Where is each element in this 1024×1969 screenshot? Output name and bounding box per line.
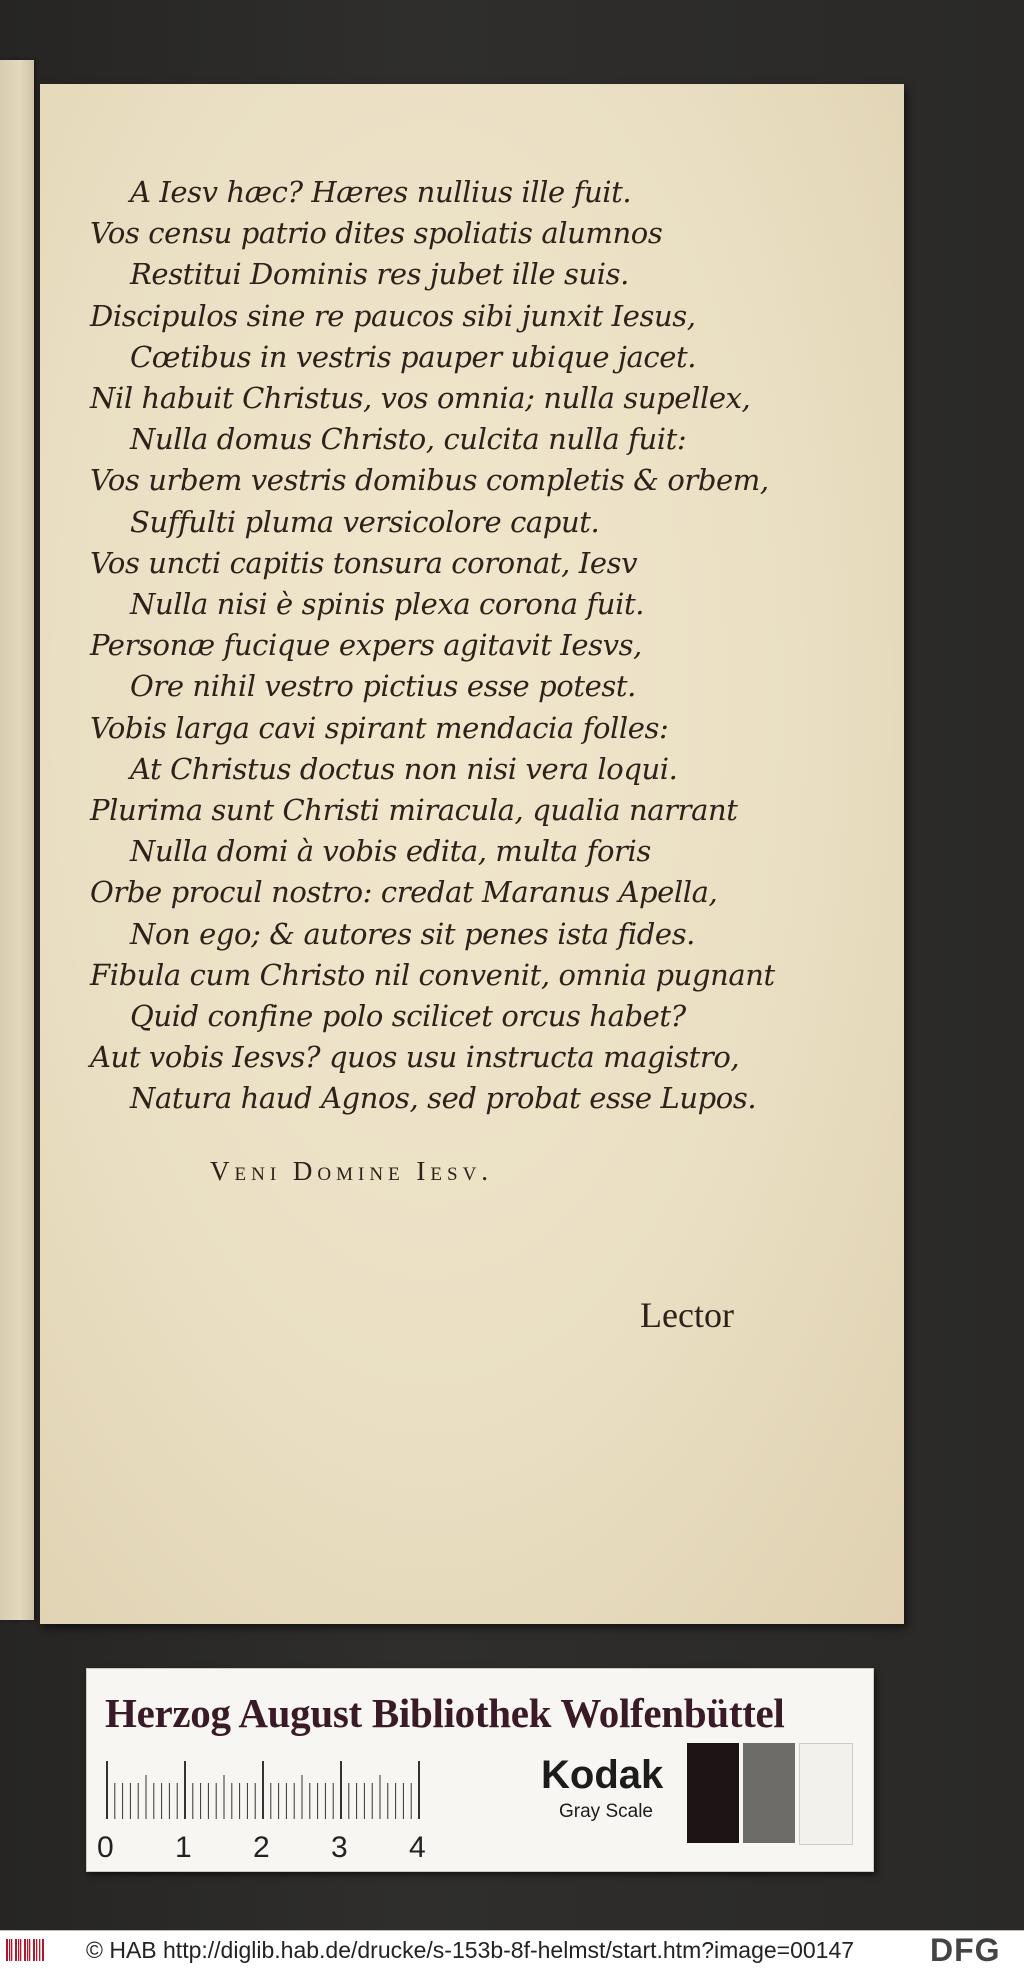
barcode-bar (29, 1939, 30, 1961)
ruler-number: 2 (253, 1831, 270, 1864)
ruler-ticks (105, 1761, 525, 1821)
closing-line: Veni Domine Iesv. (210, 1156, 494, 1186)
barcode-bar (42, 1939, 44, 1961)
hab-barcode-icon (6, 1937, 46, 1963)
barcode-bar (9, 1939, 10, 1961)
barcode-bar (24, 1939, 26, 1961)
verse-line: Fibula cum Christo nil convenit, omnia pugnant (90, 957, 775, 992)
verse-line: Nulla domus Christo, culcita nulla fuit: (130, 422, 687, 457)
dfg-logo: DFG (930, 1932, 1001, 1968)
library-name: Herzog August Bibliothek Wolfenbüttel (105, 1690, 785, 1736)
verse-line: Non ego; & autores sit penes ista fides. (130, 916, 695, 951)
verse-line: Vos urbem vestris domibus completis & orbem, (90, 463, 769, 498)
color-target-card (86, 1668, 874, 1872)
verse-line: Personæ fucique expers agitavit Iesvs, (90, 628, 642, 663)
verse-line: Nulla nisi è spinis plexa corona fuit. (130, 587, 645, 622)
footer-bar (0, 1930, 1024, 1969)
barcode-bar (27, 1939, 28, 1961)
verse-line: Vos uncti capitis tonsura coronat, Iesv (90, 545, 638, 580)
barcode-bar (33, 1939, 35, 1961)
verse-line: Suffulti pluma versicolore caput. (130, 504, 600, 539)
barcode-bar (6, 1939, 8, 1961)
gray-swatch (743, 1743, 795, 1843)
barcode-bar (39, 1939, 40, 1961)
verse-line: Natura haud Agnos, sed probat esse Lupos. (130, 1081, 757, 1116)
gray-scale-swatches (687, 1743, 857, 1843)
source-url[interactable]: © HAB http://diglib.hab.de/drucke/s-153b-8f-helmst/start.htm?image=00147 (86, 1937, 855, 1963)
gray-swatch (687, 1743, 739, 1843)
ruler-number: 3 (331, 1831, 348, 1864)
barcode-bar (11, 1939, 12, 1961)
scale-ruler (105, 1761, 525, 1821)
ruler-number: 1 (175, 1831, 192, 1864)
verse-line: Plurima sunt Christi miracula, qualia narrant (90, 793, 738, 828)
kodak-logo: Kodak (541, 1753, 664, 1797)
gray-swatch (799, 1743, 853, 1845)
barcode-bar (18, 1939, 19, 1961)
verse-line: Orbe procul nostro: credat Maranus Apella, (90, 875, 718, 910)
verse-line: Ore nihil vestro pictius esse potest. (130, 669, 636, 704)
barcode-bar (15, 1939, 17, 1961)
ruler-number: 0 (97, 1831, 114, 1864)
barcode-bar (20, 1939, 21, 1961)
verse-line: Nulla domi à vobis edita, multa foris (130, 834, 651, 869)
book-page (40, 84, 904, 1624)
gray-scale-label: Gray Scale (559, 1801, 653, 1822)
verse-line: At Christus doctus non nisi vera loqui. (130, 751, 678, 786)
verse-line: Vos censu patrio dites spoliatis alumnos (90, 216, 663, 251)
verse-line: A Iesv hæc? Hæres nullius ille fuit. (130, 175, 632, 209)
verse-line: Restitui Dominis res jubet ille suis. (130, 257, 629, 292)
verse-block (90, 172, 870, 1120)
verse-line: Discipulos sine re paucos sibi junxit Iesus, (90, 298, 696, 333)
verse-line: Quid confine polo scilicet orcus habet? (130, 999, 686, 1034)
verse-line: Cœtibus in vestris pauper ubique jacet. (130, 339, 697, 374)
verse-line: Vobis larga cavi spirant mendacia folles: (90, 710, 669, 745)
ruler-number: 4 (409, 1831, 426, 1864)
verse-line: Nil habuit Christus, vos omnia; nulla supellex, (90, 381, 751, 416)
verse-line: Aut vobis Iesvs? quos usu instructa magistro, (90, 1040, 740, 1075)
adjacent-leaf-edge (0, 60, 34, 1620)
barcode-bar (36, 1939, 37, 1961)
catchword: Lector (640, 1295, 734, 1335)
